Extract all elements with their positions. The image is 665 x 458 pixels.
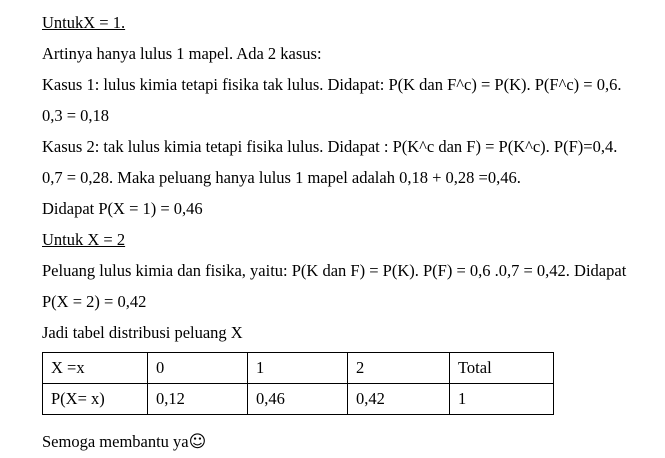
table-header-cell: 2 — [348, 353, 450, 384]
heading-untuk-x-2: Untuk X = 2 — [42, 230, 126, 249]
line-kasus-2-lanjutan: 0,7 = 0,28. Maka peluang hanya lulus 1 mapel adalah 0,18 + 0,28 =0,46. — [42, 168, 521, 187]
line-peluang-x2: Peluang lulus kimia dan fisika, yaitu: P(K dan F) = P(K). P(F) = 0,6 .0,7 = 0,42. Didapat — [42, 261, 627, 280]
heading-untuk-x-1: UntukX = 1. — [42, 13, 126, 32]
line-kasus-1: Kasus 1: lulus kimia tetapi fisika tak lulus. Didapat: P(K dan F^c) = P(K). P(F^c) = 0,6. — [42, 75, 622, 94]
table-value-cell: 0,46 — [248, 384, 348, 415]
line-px2: P(X = 2) = 0,42 — [42, 292, 147, 311]
line-didapat-px1: Didapat P(X = 1) = 0,46 — [42, 199, 203, 218]
table-value-cell: 0,42 — [348, 384, 450, 415]
table-value-cell: 1 — [450, 384, 554, 415]
distribution-table-body — [43, 353, 554, 415]
line-kasus-1-lanjutan: 0,3 = 0,18 — [42, 106, 110, 125]
table-value-row — [43, 384, 554, 415]
table-header-cell: Total — [450, 353, 554, 384]
line-kasus-2: Kasus 2: tak lulus kimia tetapi fisika lulus. Didapat : P(K^c dan F) = P(K^c). P(F)=0,4. — [42, 137, 618, 156]
closing-line — [42, 426, 665, 458]
table-header-cell: 0 — [148, 353, 248, 384]
table-header-cell: 1 — [248, 353, 348, 384]
solution-text — [42, 7, 665, 348]
smiley-icon: ☺ — [188, 432, 207, 452]
table-value-cell: P(X= x) — [43, 384, 148, 415]
closing-text: Semoga membantu ya — [42, 432, 189, 451]
table-header-row — [43, 353, 554, 384]
line-jadi-tabel: Jadi tabel distribusi peluang X — [42, 323, 243, 342]
probability-distribution-table — [42, 352, 554, 415]
table-value-cell: 0,12 — [148, 384, 248, 415]
table-header-cell: X =x — [43, 353, 148, 384]
line-artinya: Artinya hanya lulus 1 mapel. Ada 2 kasus: — [42, 44, 322, 63]
